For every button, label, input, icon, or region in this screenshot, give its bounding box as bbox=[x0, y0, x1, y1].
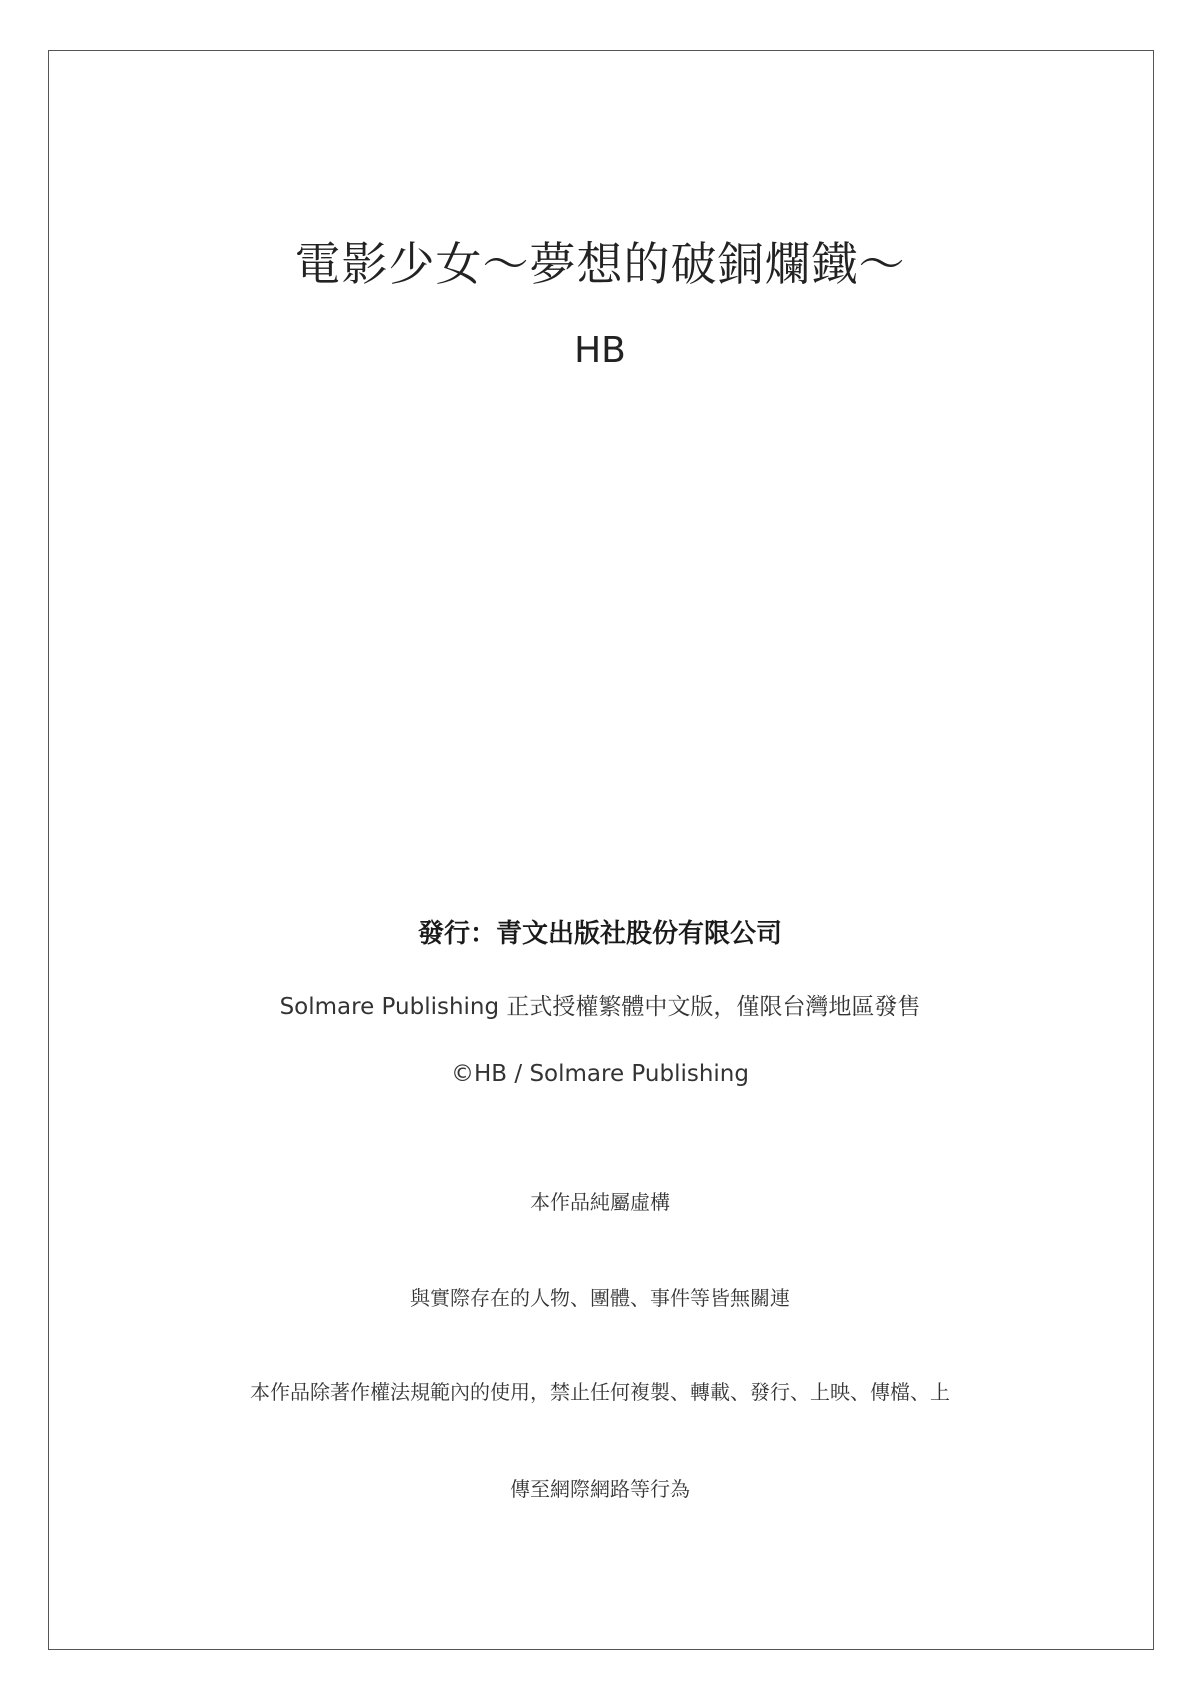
license-line: Solmare Publishing 正式授權繁體中文版，僅限台灣地區發售 bbox=[279, 994, 921, 1020]
disclaimer-line-4: 傳至網際網路等行為 bbox=[510, 1477, 690, 1501]
disclaimer-line-3: 本作品除著作權法規範內的使用，禁止任何複製、轉載、發行、上映、傳檔、上 bbox=[250, 1380, 950, 1404]
disclaimer-line-1: 本作品純屬虛構 bbox=[530, 1190, 670, 1214]
disclaimer-line-2: 與實際存在的人物、團體、事件等皆無關連 bbox=[410, 1286, 790, 1310]
book-author: HB bbox=[574, 330, 626, 371]
book-title: 電影少女～夢想的破銅爛鐵～ bbox=[294, 237, 906, 291]
copyright-line: ©HB / Solmare Publishing bbox=[451, 1061, 749, 1087]
publisher-line: 發行：青文出版社股份有限公司 bbox=[417, 919, 782, 949]
